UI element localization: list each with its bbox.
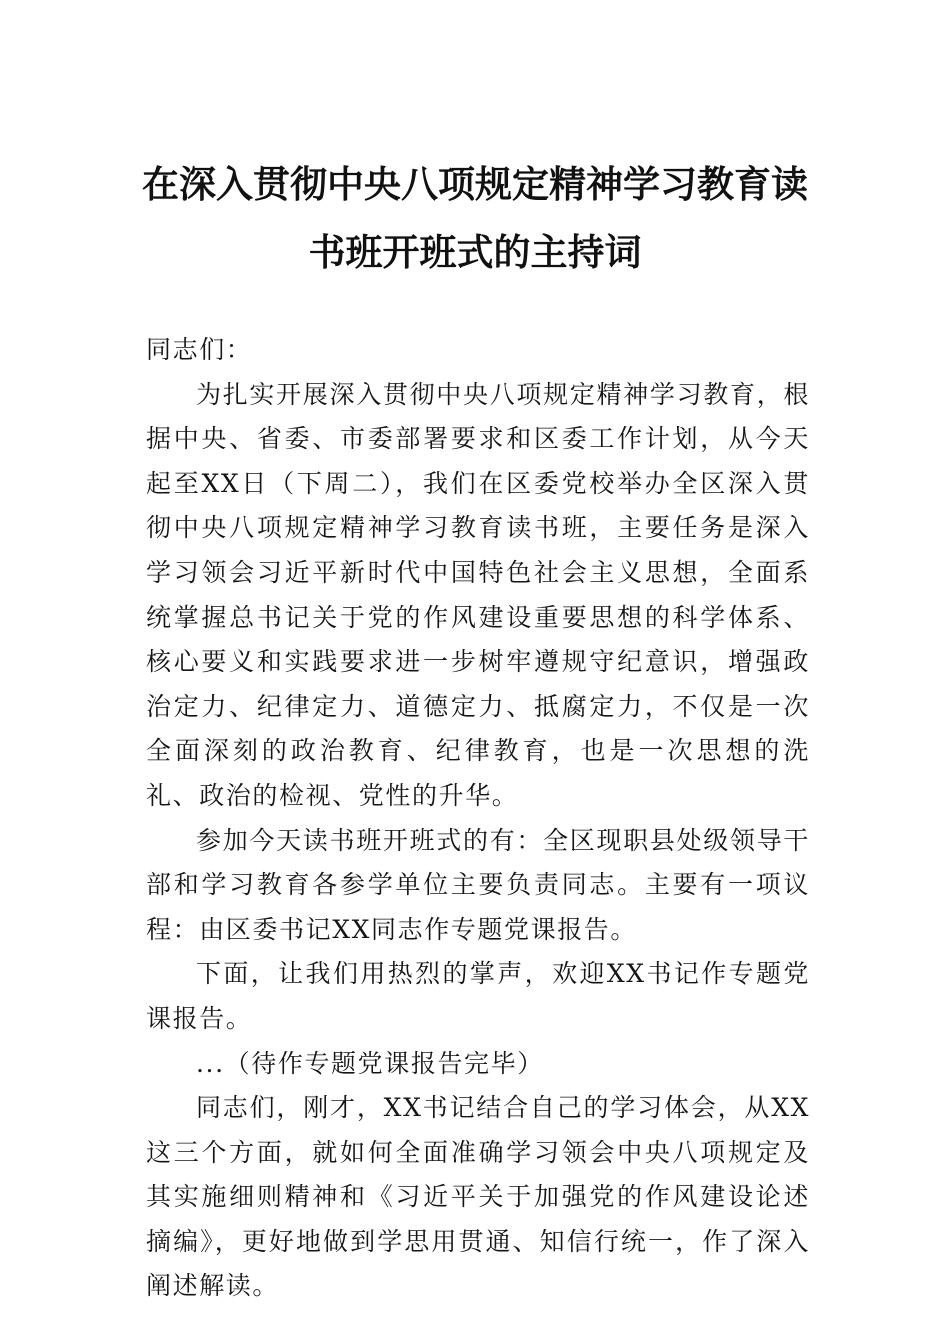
paragraph-attendees: 参加今天读书班开班式的有：全区现职县处级领导干部和学习教育各参学单位主要负责同志。主要有一项议程：由区委书记XX同志作专题党课报告。	[146, 825, 810, 944]
paragraph-summary: 同志们，刚才，XX书记结合自己的学习体会，从XX这三个方面，就如何全面准确学习领会中央八项规定及其实施细则精神和《习近平关于加强党的作风建设论述摘编》，更好地做到学思用贯通、知信行统一，作了深入阐述解读。	[146, 1093, 810, 1301]
document-title-line-1: 在深入贯彻中央八项规定精神学习教育读	[142, 162, 808, 206]
paragraph-welcome: 下面，让我们用热烈的掌声，欢迎XX书记作专题党课报告。	[146, 959, 810, 1033]
document-body	[146, 328, 810, 1309]
paragraph-intro: 为扎实开展深入贯彻中央八项规定精神学习教育，根据中央、省委、市委部署要求和区委工作计划，从今天起至XX日（下周二），我们在区委党校举办全区深入贯彻中央八项规定精神学习教育读书班，主要任务是深入学习领会习近平新时代中国特色社会主义思想，全面系统掌握总书记关于党的作风建设重要思想的科学体系、核心要义和实践要求进一步树牢遵规守纪意识，增强政治定力、纪律定力、道德定力、抵腐定力，不仅是一次全面深刻的政治教育、纪律教育，也是一次思想的洗礼、政治的检视、党性的升华。	[146, 379, 810, 810]
paragraph-pending-note: ...（待作专题党课报告完毕）	[196, 1048, 544, 1078]
salutation: 同志们：	[146, 335, 253, 364]
document-title-line-2: 书班开班式的主持词	[308, 230, 642, 274]
